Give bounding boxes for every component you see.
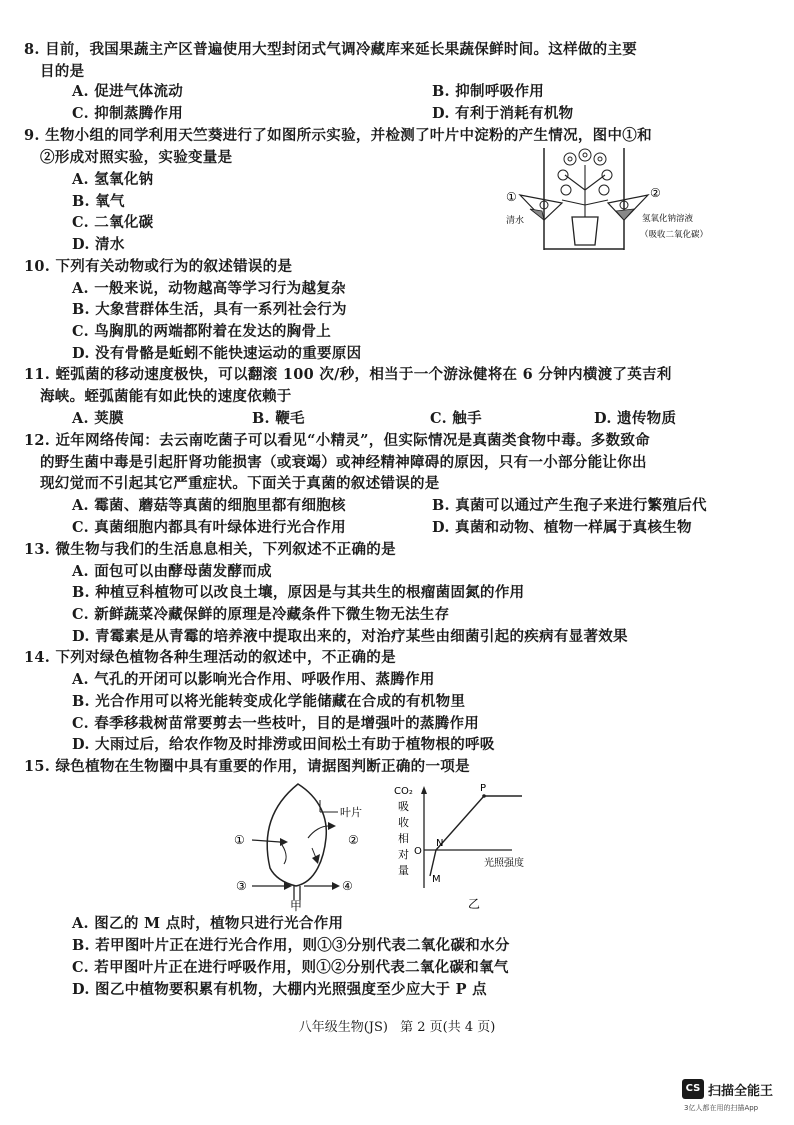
q8-stem-line1: 8. 目前，我国果蔬主产区普遍使用大型封闭式气调冷藏库来延长果蔬保鲜时间。这样做的主要 bbox=[24, 41, 638, 58]
page-footer bbox=[0, 1016, 794, 1035]
q8-option-c: C. 抑制蒸腾作用 bbox=[72, 105, 184, 122]
q9-option-c: C. 二氧化碳 bbox=[72, 214, 154, 231]
q15-yi-origin: O bbox=[414, 846, 422, 857]
q8-stem-line2: 目的是 bbox=[40, 63, 85, 80]
q8-option-d: D. 有利于消耗有机物 bbox=[432, 105, 574, 122]
q9-option-d: D. 清水 bbox=[72, 236, 125, 253]
q10-option-a: A. 一般来说，动物越高等学习行为越复杂 bbox=[72, 280, 346, 297]
q13-option-d: D. 青霉素是从青霉的培养液中提取出来的，对治疗某些由细菌引起的疾病有显著效果 bbox=[72, 628, 628, 645]
scanner-logo: CS bbox=[682, 1079, 704, 1099]
q15-jia-num-1: ① bbox=[234, 833, 245, 847]
q14-option-b: B. 光合作用可以将光能转变成化学能储藏在合成的有机物里 bbox=[72, 693, 466, 710]
q15-option-c: C. 若甲图叶片正在进行呼吸作用，则①②分别代表二氧化碳和氧气 bbox=[72, 959, 509, 976]
q15-yi-point-n: N bbox=[436, 838, 444, 849]
q9-fig-water-label: 清水 bbox=[506, 216, 525, 226]
q15-jia-num-2: ② bbox=[348, 833, 359, 847]
q8-option-b: B. 抑制呼吸作用 bbox=[432, 83, 545, 100]
q9-fig-label-2: ② bbox=[650, 186, 661, 200]
q15-yi-ylabel-char-4: 对 bbox=[398, 848, 409, 861]
q15-option-a: A. 图乙的 M 点时，植物只进行光合作用 bbox=[72, 915, 344, 932]
q15-yi-xlabel: 光照强度 bbox=[484, 858, 524, 869]
q11-option-d: D. 遗传物质 bbox=[594, 410, 677, 427]
scanner-tagline: 3亿人都在用的扫描App bbox=[684, 1104, 759, 1112]
q9-stem-line1: 9. 生物小组的同学利用天竺葵进行了如图所示实验，并检测了叶片中淀粉的产生情况，图中①和 bbox=[24, 127, 652, 144]
q10-option-b: B. 大象营群体生活，具有一系列社会行为 bbox=[72, 301, 347, 318]
q15-yi-ylabel-char-1: 吸 bbox=[398, 800, 409, 813]
q12-stem-line3: 现幻觉而不引起其它严重症状。下面关于真菌的叙述错误的是 bbox=[40, 475, 440, 492]
q12-option-c: C. 真菌细胞内都具有叶绿体进行光合作用 bbox=[72, 519, 346, 536]
q15-jia-caption: 甲 bbox=[290, 899, 303, 913]
footer-subject: 八年级生物(JS) bbox=[298, 1020, 388, 1035]
q15-yi-ylabel-char-3: 相 bbox=[398, 832, 409, 845]
q10-option-d: D. 没有骨骼是蚯蚓不能快速运动的重要原因 bbox=[72, 345, 362, 362]
q12-option-b: B. 真菌可以通过产生孢子来进行繁殖后代 bbox=[432, 497, 707, 514]
q9-option-a: A. 氢氧化钠 bbox=[72, 171, 154, 188]
q15-jia-leaf-label: 叶片 bbox=[340, 806, 362, 819]
q14-option-a: A. 气孔的开闭可以影响光合作用、呼吸作用、蒸腾作用 bbox=[72, 671, 435, 688]
q15-option-d: D. 图乙中植物要积累有机物，大棚内光照强度至少应大于 P 点 bbox=[72, 981, 487, 998]
q13-stem: 13. 微生物与我们的生活息息相关，下列叙述不正确的是 bbox=[24, 541, 396, 558]
footer-page-number: 第 2 页(共 4 页) bbox=[400, 1020, 496, 1035]
q12-option-a: A. 霉菌、蘑菇等真菌的细胞里都有细胞核 bbox=[72, 497, 346, 514]
q15-jia-num-3: ③ bbox=[236, 879, 247, 893]
q9-fig-naoh-note: （吸收二氧化碳） bbox=[640, 230, 709, 240]
q15-jia-num-4: ④ bbox=[342, 879, 353, 893]
q8-option-a: A. 促进气体流动 bbox=[72, 83, 184, 100]
q15-yi-ylabel-top: CO₂ bbox=[394, 786, 413, 797]
q14-stem: 14. 下列对绿色植物各种生理活动的叙述中，不正确的是 bbox=[24, 649, 396, 666]
q12-stem-line1: 12. 近年网络传闻：去云南吃菌子可以看见“小精灵”，但实际情况是真菌类食物中毒。多数致命 bbox=[24, 432, 650, 449]
q11-option-c: C. 触手 bbox=[430, 410, 482, 427]
q15-option-b: B. 若甲图叶片正在进行光合作用，则①③分别代表二氧化碳和水分 bbox=[72, 937, 510, 954]
q14-option-c: C. 春季移栽树苗常要剪去一些枝叶，目的是增强叶的蒸腾作用 bbox=[72, 715, 480, 732]
q9-stem-line2: ②形成对照实验，实验变量是 bbox=[40, 149, 233, 166]
q11-stem-line2: 海峡。蛭弧菌能有如此快的速度依赖于 bbox=[40, 388, 292, 405]
q15-yi-caption: 乙 bbox=[468, 897, 481, 911]
q13-option-a: A. 面包可以由酵母菌发酵而成 bbox=[72, 563, 272, 580]
q15-yi-point-p: P bbox=[480, 783, 487, 794]
q15-stem: 15. 绿色植物在生物圈中具有重要的作用，请据图判断正确的一项是 bbox=[24, 758, 470, 775]
q13-option-b: B. 种植豆科植物可以改良土壤，原因是与其共生的根瘤菌固氮的作用 bbox=[72, 584, 525, 601]
q11-stem-line1: 11. 蛭弧菌的移动速度极快，可以翻滚 100 次/秒，相当于一个游泳健将在 6 分钟内横渡了英吉利 bbox=[24, 366, 672, 383]
scanner-brand-name: 扫描全能王 bbox=[708, 1084, 774, 1099]
q15-figure-yi bbox=[392, 778, 572, 913]
q15-figure-jia bbox=[228, 778, 368, 913]
q10-stem: 10. 下列有关动物或行为的叙述错误的是 bbox=[24, 258, 293, 275]
q15-yi-ylabel-char-5: 量 bbox=[398, 864, 409, 877]
q9-option-b: B. 氧气 bbox=[72, 193, 125, 210]
q12-stem-line2: 的野生菌中毒是引起肝肾功能损害（或衰竭）或神经精神障碍的原因，只有一小部分能让你出 bbox=[40, 454, 647, 471]
q9-fig-label-1: ① bbox=[506, 190, 517, 204]
q13-option-c: C. 新鲜蔬菜冷藏保鲜的原理是冷藏条件下微生物无法生存 bbox=[72, 606, 450, 623]
q12-option-d: D. 真菌和动物、植物一样属于真核生物 bbox=[432, 519, 692, 536]
q15-yi-ylabel-char-2: 收 bbox=[398, 816, 409, 829]
q10-option-c: C. 鸟胸肌的两端都附着在发达的胸骨上 bbox=[72, 323, 332, 340]
scanner-watermark bbox=[682, 1079, 792, 1119]
q9-fig-naoh-label: 氢氧化钠溶液 bbox=[642, 214, 694, 224]
q11-option-b: B. 鞭毛 bbox=[252, 410, 305, 427]
q9-experiment-figure bbox=[500, 145, 740, 255]
q14-option-d: D. 大雨过后，给农作物及时排涝或田间松土有助于植物根的呼吸 bbox=[72, 736, 495, 753]
q11-option-a: A. 荚膜 bbox=[72, 410, 124, 427]
q15-yi-point-m: M bbox=[432, 874, 441, 885]
